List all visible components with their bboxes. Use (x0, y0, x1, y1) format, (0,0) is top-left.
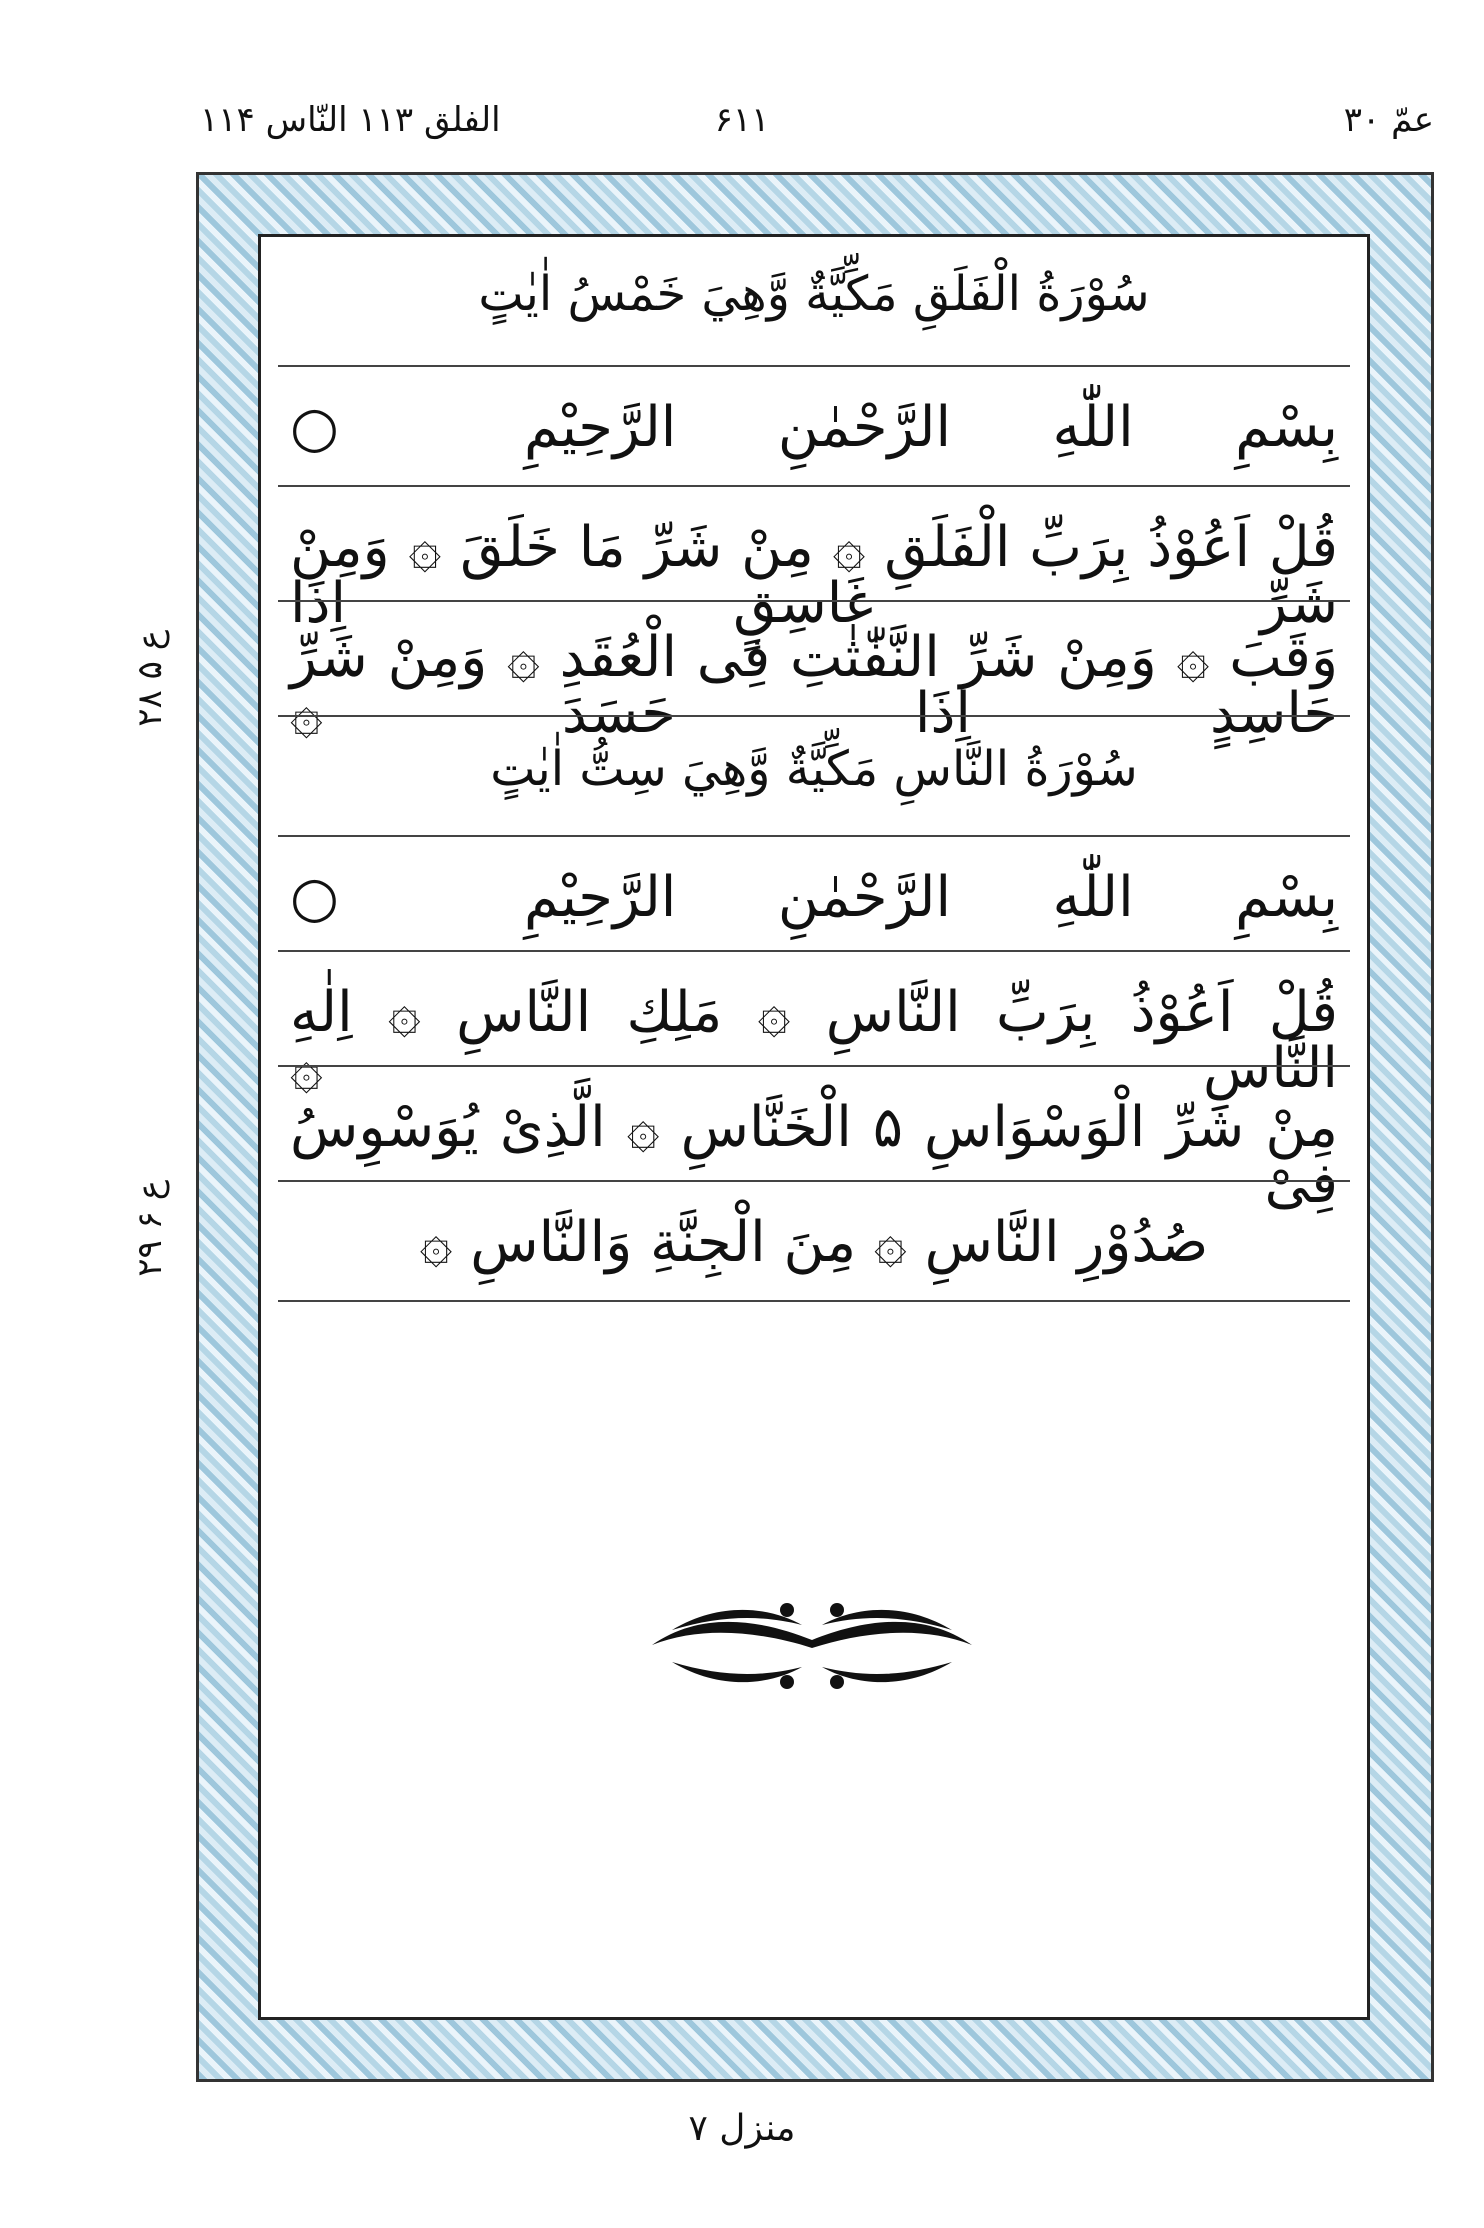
bismillah-nas: بِسْمِ اللّٰهِ الرَّحْمٰنِ الرَّحِيْمِ ○ (290, 865, 1338, 930)
line-rule (278, 1300, 1350, 1302)
verse-line: قُلْ اَعُوْذُ بِرَبِّ النَّاسِ ۞ مَلِكِ النَّاسِ ۞ اِلٰهِ النَّاسِ ۞ (290, 980, 1338, 1101)
line-rule (278, 715, 1350, 717)
page-number: ۶۱۱ (714, 100, 770, 140)
line-rule (278, 1180, 1350, 1182)
manzil-label: منزل ۷ (688, 2108, 796, 2149)
line-rule (278, 950, 1350, 952)
line-rule (278, 1065, 1350, 1067)
verse-line: صُدُوْرِ النَّاسِ ۞ مِنَ الْجِنَّةِ وَالنَّاسِ ۞ (419, 1210, 1209, 1275)
header-surah-names: الفلق ۱۱۳ النّاس ۱۱۴ (200, 100, 501, 140)
ruku-marker-1: ع ۵ ۲۸ (130, 630, 170, 727)
line-rule (278, 485, 1350, 487)
surah-title-falaq: سُوْرَةُ الْفَلَقِ مَكِّيَّةٌ وَّهِيَ خَمْسُ اٰيٰتٍ (478, 266, 1150, 322)
header-juz-label: عمّ ۳۰ (1343, 100, 1434, 140)
line-rule (278, 600, 1350, 602)
verse-line: وَقَبَ ۞ وَمِنْ شَرِّ النَّفّٰثٰتِ فِى الْعُقَدِ ۞ وَمِنْ شَرِّ حَاسِدٍ اِذَا حَسَدَ ۞ (290, 625, 1338, 746)
surah-title-nas: سُوْرَةُ النَّاسِ مَكِّيَّةٌ وَّهِيَ سِتُّ اٰيٰتٍ (490, 741, 1138, 797)
bismillah-falaq: بِسْمِ اللّٰهِ الرَّحْمٰنِ الرَّحِيْمِ ○ (290, 395, 1338, 460)
ruku-marker-2: ع ۶ ۲۹ (130, 1180, 170, 1277)
line-rule (278, 365, 1350, 367)
verse-line: قُلْ اَعُوْذُ بِرَبِّ الْفَلَقِ ۞ مِنْ شَرِّ مَا خَلَقَ ۞ وَمِنْ شَرِّ غَاسِقٍ اِذَا (290, 515, 1338, 636)
line-rule (278, 835, 1350, 837)
verse-line: مِنْ شَرِّ الْوَسْوَاسِ ۵ الْخَنَّاسِ ۞ الَّذِىْ يُوَسْوِسُ فِىْ (290, 1095, 1338, 1216)
end-ornament-icon (642, 1590, 982, 1700)
